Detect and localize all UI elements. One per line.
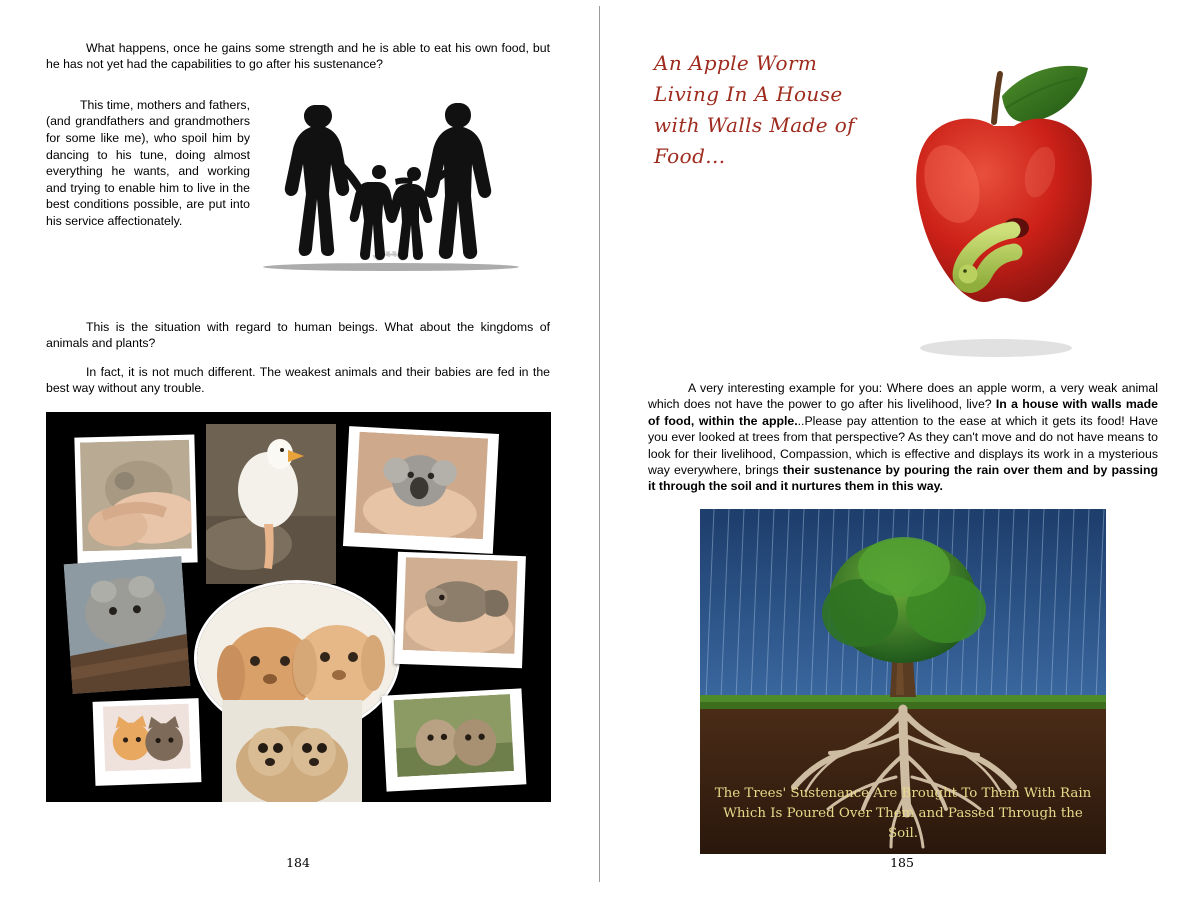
family-silhouette-image [262,97,520,297]
apple-with-worm-icon [844,52,1144,372]
collage-photo-kittens [93,699,202,787]
paragraph-intro: What happens, once he gains some strength and he is able to eat his own food, but he has not yet had the capabilities to go after his sustenance? [46,41,550,72]
baby-koala-icon [349,432,494,540]
apple-text-a: A very interesting example for you: Where does an apple worm, a very weak animal which does not have the power to go after his livelihood, live? [648,381,1158,412]
page-number-right: 185 [890,855,914,870]
apple-illustration-block [648,40,1158,370]
family-illustration-block [46,97,550,297]
page-left [0,0,596,900]
apple-heading: An Apple Worm Living In A House with Walls Made of Food... [654,51,855,168]
animal-collage-image [46,412,551,802]
paragraph-apple-worm [648,380,1158,495]
kittens-icon [98,704,196,772]
meerkat-babies-icon [222,700,362,802]
collage-photo-wildcats [382,689,527,792]
spread-gutter [596,0,604,900]
tree-roots-image [700,509,1106,854]
paragraph-human-kingdoms: This is the situation with regard to human beings. What about the kingdoms of animals and plants? [46,319,550,351]
white-goose-icon [206,424,336,584]
apple-text-bold-2: their sustenance by pouring the rain over them and by passing it through the soil and it nurtures them in this way. [648,463,1158,494]
collage-photo-meerkats [222,700,362,802]
baby-rodent-icon [79,440,192,552]
silhouette-reflection [262,250,520,261]
collage-photo-baby-rodent [74,435,197,566]
apple-text-bold-1: In a house with walls made of food, within the apple. [648,397,1158,428]
pika-icon [64,556,191,694]
tree-image-caption: The Trees' Sustenance Are Brought To Them With Rain Which Is Poured Over Them and Passed Through the Soil. [714,785,1092,841]
paragraph-animals-fed: In fact, it is not much different. The weakest animals and their babies are fed in the best way without any trouble. [46,364,550,396]
page-right [604,0,1200,900]
baby-squirrel-icon [400,557,521,654]
silhouette-family-icon [262,97,520,271]
page-number-left: 184 [286,855,310,870]
collage-photo-squirrel [394,552,526,668]
collage-photo-koala [343,427,499,555]
apple-text-c: ..Please pay attention to the ease at which it gets its food! Have you ever looked at trees from that perspective? As they can't move and do not have means to look for their livelihood, Compassion, which is effective and displays its work in a mysterious way everywhere, brings [648,413,1158,478]
paragraph-parents: This time, mothers and fathers, (and grandfathers and grandmothers for some like me), who spoil him by dancing to his tune, doing almost everything he wants, and working and trying to enable him to live in the best conditions possible, are put into his service affectionately. [46,97,250,228]
gutter-rule [599,6,600,882]
collage-photo-goose [206,424,336,584]
wild-cat-kittens-icon [387,694,521,778]
collage-photo-pika [64,556,191,694]
